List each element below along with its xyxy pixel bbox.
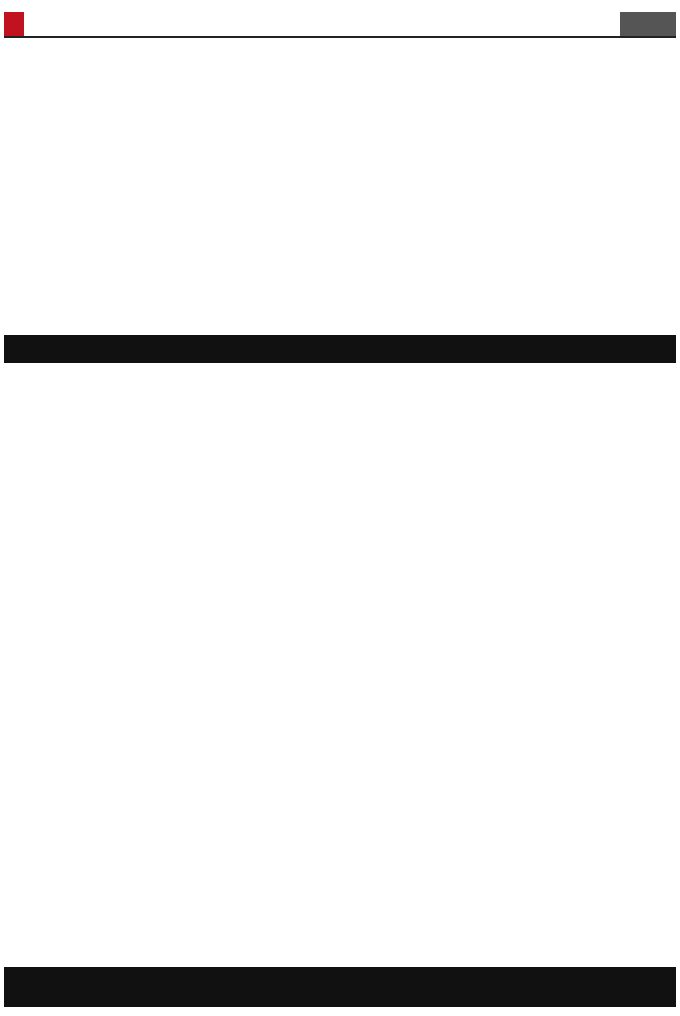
imprint-footer: [4, 967, 676, 1007]
page-number: [4, 12, 24, 36]
masthead: [4, 12, 676, 38]
continued-stories-columns: [6, 369, 674, 963]
continued-banner: [4, 335, 676, 363]
top-story-columns: [6, 70, 674, 328]
section-label: [620, 12, 676, 36]
